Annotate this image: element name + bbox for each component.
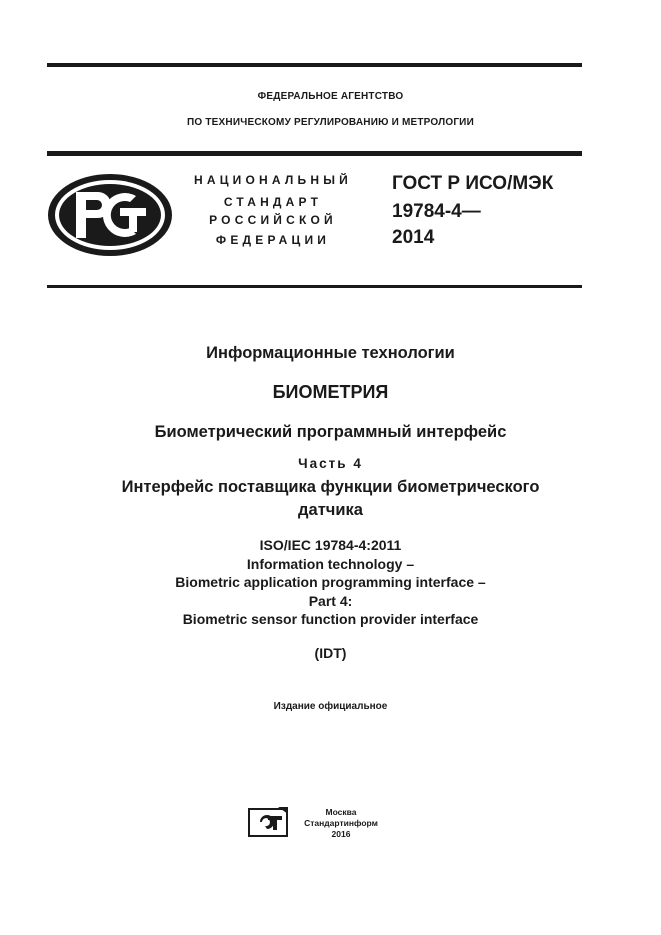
part-number: Часть 4 xyxy=(298,456,363,471)
title-line-2: БИОМЕТРИЯ xyxy=(272,382,389,402)
equivalence-label: (IDT) xyxy=(314,645,347,661)
agency-line-2: ПО ТЕХНИЧЕСКОМУ РЕГУЛИРОВАНИЮ И МЕТРОЛОГИИ xyxy=(187,117,474,128)
iso-line-1: ISO/IEC 19784-4:2011 xyxy=(259,537,402,553)
iso-line-3: Biometric application programming interface – xyxy=(175,574,486,590)
top-rule xyxy=(47,63,582,67)
header-rule xyxy=(47,151,582,156)
agency-line-1: ФЕДЕРАЛЬНОЕ АГЕНТСТВО xyxy=(257,91,404,102)
publisher-name: Стандартинформ xyxy=(304,818,378,828)
edition-label: Издание официальное xyxy=(273,701,388,712)
iso-line-5: Biometric sensor function provider interface xyxy=(182,611,479,627)
part-title-line-2: датчика xyxy=(298,501,363,519)
designation-line-3: 2014 xyxy=(392,227,435,248)
block-rule xyxy=(47,285,582,288)
rst-emblem-icon xyxy=(46,172,174,258)
designation-line-2: 19784-4— xyxy=(392,201,481,222)
standard-kind-line-1: НАЦИОНАЛЬНЫЙ xyxy=(193,173,353,187)
publisher-year: 2016 xyxy=(331,829,351,839)
standard-kind-line-3: РОССИЙСКОЙ xyxy=(209,213,337,227)
standard-kind-line-4: ФЕДЕРАЦИИ xyxy=(215,233,331,247)
standartinform-logo-icon xyxy=(248,806,290,838)
title-line-3: Биометрический программный интерфейс xyxy=(154,423,507,441)
standard-kind-line-2: СТАНДАРТ xyxy=(223,195,323,209)
title-line-1: Информационные технологии xyxy=(206,344,455,362)
iso-line-2: Information technology – xyxy=(246,556,415,572)
part-title-line-1: Интерфейс поставщика функции биометрического xyxy=(121,478,540,496)
publisher-city: Москва xyxy=(325,807,357,817)
designation-line-1: ГОСТ Р ИСО/МЭК xyxy=(392,173,554,194)
iso-line-4: Part 4: xyxy=(308,593,353,609)
